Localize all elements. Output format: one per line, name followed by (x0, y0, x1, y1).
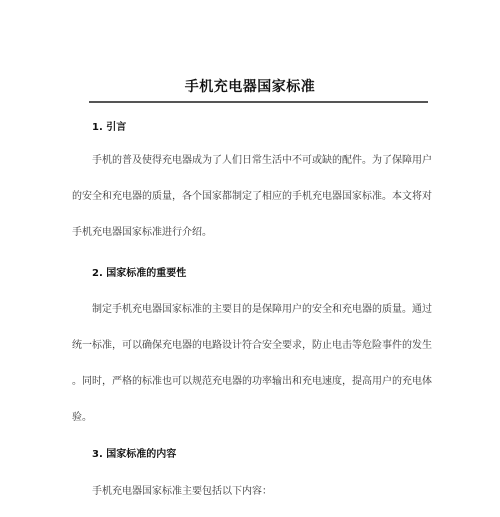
paragraph-line: 制定手机充电器国家标准的主要目的是保障用户的安全和充电器的质量。通过 (92, 304, 432, 315)
section-heading-content: 3. 国家标准的内容 (92, 449, 177, 460)
section-paragraph-introduction (72, 143, 436, 251)
section-heading-importance: 2. 国家标准的重要性 (92, 268, 187, 279)
paragraph-line: 。同时，严格的标准也可以规范充电器的功率输出和充电速度，提高用户的充电体 (72, 376, 432, 387)
paragraph-line: 手机的普及使得充电器成为了人们日常生活中不可或缺的配件。为了保障用户 (92, 155, 432, 166)
paragraph-line: 手机充电器国家标准主要包括以下内容： (92, 486, 272, 497)
paragraph-line: 的安全和充电器的质量，各个国家都制定了相应的手机充电器国家标准。本文将对 (72, 191, 432, 202)
section-heading-introduction: 1. 引言 (92, 122, 127, 133)
section-paragraph-content (72, 474, 436, 510)
paragraph-line: 手机充电器国家标准进行介绍。 (72, 227, 212, 238)
paragraph-line: 统一标准，可以确保充电器的电路设计符合安全要求，防止电击等危险事件的发生 (72, 340, 432, 351)
title-divider (89, 101, 428, 103)
document-title: 手机充电器国家标准 (184, 79, 316, 95)
paragraph-line: 验。 (72, 412, 92, 423)
section-paragraph-importance (72, 292, 436, 436)
